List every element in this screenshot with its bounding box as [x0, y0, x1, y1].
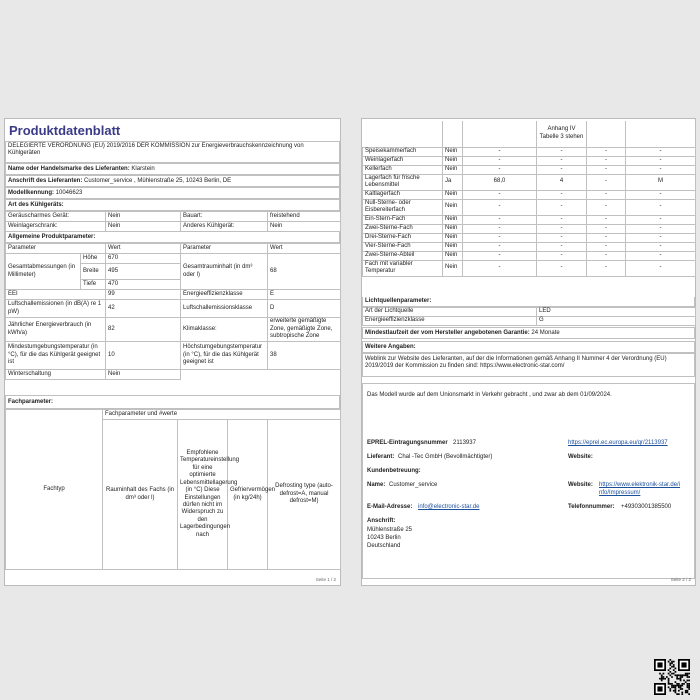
fach-defrost: -	[626, 242, 696, 251]
website2-link-1[interactable]: https://www.elektronik-star.de/i	[599, 482, 681, 488]
winter-label: Winterschaltung	[6, 370, 106, 380]
light-header: Lichtquellenparameter:	[362, 297, 695, 307]
light-value: LED	[537, 308, 696, 317]
email-label: E-Mail-Adresse:	[367, 504, 413, 510]
light-row	[363, 308, 696, 317]
supplier-info-box	[362, 383, 695, 579]
phone-value: +49303001385500	[621, 504, 672, 510]
fach-defrost: -	[626, 260, 696, 276]
fach-has: Nein	[443, 224, 463, 233]
fach-temperature: -	[537, 147, 587, 156]
param-value: erweiterte gemäßigte Zone, gemäßigte Zone, subtropische Zone	[268, 318, 341, 342]
fach-col-freezing: Gefriervermögen (in kg/24h)	[228, 420, 268, 570]
fach-volume: -	[463, 251, 537, 260]
fach-name: Kellerfach	[363, 165, 443, 174]
type-table	[5, 211, 341, 232]
fach-temperature: -	[537, 224, 587, 233]
fach-freezing: -	[587, 215, 626, 224]
fach-temperature: -	[537, 233, 587, 242]
dim-value: 670	[106, 254, 181, 264]
winter-row	[6, 370, 341, 380]
fach-name: Drei-Sterne-Fach	[363, 233, 443, 242]
fach-defrost: -	[626, 147, 696, 156]
fach-freezing: -	[587, 242, 626, 251]
fach-row	[363, 190, 696, 199]
fach-freezing: -	[587, 156, 626, 165]
dim-key: Tiefe	[81, 280, 106, 290]
fach-temperature: -	[537, 251, 587, 260]
page-footer: Seite 1 / 2	[315, 577, 336, 582]
type-value: Nein	[106, 212, 181, 222]
dim-key: Höhe	[81, 254, 106, 264]
param-row	[6, 290, 341, 300]
fachtyp-header: Fachtyp	[6, 410, 103, 570]
light-table	[362, 307, 696, 326]
fach-freezing: -	[587, 165, 626, 174]
fach-has: Nein	[443, 260, 463, 276]
fach-temperature: -	[537, 242, 587, 251]
fach-defrost: -	[626, 199, 696, 215]
fach-row	[363, 260, 696, 276]
fach-name: Fach mit variabler Temperatur	[363, 260, 443, 276]
param-value: 38	[268, 342, 341, 370]
type-key: Anderes Kühlgerät:	[181, 222, 268, 232]
param-value: 42	[106, 300, 181, 318]
type-key: Geräuscharmes Gerät:	[6, 212, 106, 222]
page-1	[4, 118, 341, 586]
fach-freezing: -	[587, 147, 626, 156]
light-key: Art der Lichtquelle	[363, 308, 537, 317]
fach-volume: -	[463, 242, 537, 251]
website-label: Website:	[568, 454, 593, 460]
param-row	[6, 318, 341, 342]
fach-freezing: -	[587, 224, 626, 233]
fach-col-volume: Rauminhalt des Fachs (in dm³ oder l)	[103, 420, 178, 570]
param-value: 82	[106, 318, 181, 342]
fach-defrost: -	[626, 251, 696, 260]
fach-freezing: -	[587, 174, 626, 190]
type-value: Nein	[106, 222, 181, 232]
name-label: Name:	[367, 482, 386, 488]
fach-temperature: -	[537, 165, 587, 174]
fach-header: Fachparameter:	[5, 395, 340, 409]
param-key: EEI	[6, 290, 106, 300]
fach-defrost: -	[626, 156, 696, 165]
type-value: freistehend	[268, 212, 341, 222]
annex-note: Anhang IV Tabelle 3 stehen	[537, 121, 587, 147]
fach-has: Nein	[443, 251, 463, 260]
dim-value: 470	[106, 280, 181, 290]
volume-label: Gesamtrauminhalt (in dm³ oder l)	[181, 254, 268, 290]
fach-has: Nein	[443, 190, 463, 199]
type-row	[6, 212, 341, 222]
fach-sub-header: Fachparameter und #werte	[103, 410, 341, 420]
type-row	[6, 222, 341, 232]
fach-row	[363, 156, 696, 165]
param-key: Luftschallemissionsklasse	[181, 300, 268, 318]
page-footer: Seite 2 / 2	[670, 577, 691, 582]
fach-defrost: -	[626, 224, 696, 233]
fach-temperature: -	[537, 215, 587, 224]
service-header: Kundenbetreuung:	[367, 468, 421, 474]
page-2	[361, 118, 696, 586]
fach-volume: -	[463, 190, 537, 199]
weblink-text: Weblink zur Website des Lieferanten, auf der die Informationen gemäß Anhang II Nummer 4 der Verordnung (EU) 2019/2019 der Kommission zu finden sind: https://www.electronic-star.com/	[362, 353, 695, 377]
param-row	[6, 342, 341, 370]
fach-has: Nein	[443, 242, 463, 251]
page-title: Produktdatenblatt	[9, 123, 121, 138]
address-line: Mühlenstraße 25	[367, 527, 413, 533]
model-row: Modellkennung: 10046623	[5, 187, 340, 199]
fach-name: Ein-Stern-Fach	[363, 215, 443, 224]
param-key: Höchstumgebungstemperatur (in °C), für die das Kühlgerät geeignet ist	[181, 342, 268, 370]
fach-freezing: -	[587, 251, 626, 260]
email-link[interactable]: info@electronic-star.de	[418, 504, 480, 510]
param-key: Mindestumgebungstemperatur (in °C), für die das Kühlgerät geeignet ist	[6, 342, 106, 370]
fach-freezing: -	[587, 199, 626, 215]
fach-defrost: -	[626, 215, 696, 224]
light-row	[363, 317, 696, 326]
fach-has: Nein	[443, 165, 463, 174]
type-value: Nein	[268, 222, 341, 232]
fach-has: Nein	[443, 233, 463, 242]
general-header: Allgemeine Produktparameter:	[5, 231, 340, 243]
param-key: Luftschallemissionen (in dB(A) re 1 pW)	[6, 300, 106, 318]
fach-has: Nein	[443, 156, 463, 165]
volume-value: 68	[268, 254, 341, 290]
supplier-label: Lieferant:	[367, 454, 395, 460]
regulation-text: DELEGIERTE VERORDNUNG (EU) 2019/2016 DER KOMMISSION zur Energieverbrauchskennzeichnung von Kühlgeräten	[5, 141, 340, 163]
type-key: Bauart:	[181, 212, 268, 222]
param-key: Energieeffizienzklasse	[181, 290, 268, 300]
fach-has: Nein	[443, 199, 463, 215]
fach-defrost: -	[626, 165, 696, 174]
fach-freezing: -	[587, 190, 626, 199]
param-key: Klimaklasse:	[181, 318, 268, 342]
param-key: Jährlicher Energieverbrauch (in kWh/a)	[6, 318, 106, 342]
fach-name: Null-Sterne- oder Eisbereiterfach	[363, 199, 443, 215]
fach-volume: -	[463, 224, 537, 233]
param-row	[6, 300, 341, 318]
col-header: Wert	[106, 244, 181, 254]
fach-row	[363, 147, 696, 156]
website2-label: Website:	[568, 482, 593, 488]
eprel-link[interactable]: https://eprel.ec.europa.eu/qr/2113937	[568, 440, 668, 446]
general-table	[5, 243, 341, 380]
param-value: 99	[106, 290, 181, 300]
phone-label: Telefonnummer:	[568, 504, 615, 510]
fach-volume: -	[463, 215, 537, 224]
col-header: Parameter	[6, 244, 106, 254]
fach-row	[363, 199, 696, 215]
fach-row	[363, 215, 696, 224]
fach-has: Nein	[443, 215, 463, 224]
light-value: G	[537, 317, 696, 326]
fach-row	[363, 251, 696, 260]
fach-col-defrost: Defrosting type (auto-defrost=A, manual defrost=M)	[268, 420, 341, 570]
fach-name: Speisekammerfach	[363, 147, 443, 156]
dim-value: 495	[106, 264, 181, 280]
dims-label: Gesamtabmessungen (in Millimeter)	[6, 254, 81, 290]
address-label: Anschrift:	[367, 518, 396, 524]
fach-has: Nein	[443, 147, 463, 156]
fach-volume: -	[463, 199, 537, 215]
qr-code-icon	[654, 659, 690, 695]
website2-link-2[interactable]: nfo/Impressum/	[599, 490, 641, 496]
param-value: E	[268, 290, 341, 300]
warranty-row: Mindestlaufzeit der vom Hersteller angebotenen Garantie: 24 Monate	[362, 327, 695, 339]
market-text: Das Modell wurde auf dem Unionsmarkt in Verkehr gebracht , und zwar ab dem 01/09/2024.	[367, 392, 612, 398]
fach-temperature: -	[537, 190, 587, 199]
param-value: D	[268, 300, 341, 318]
fach-volume: -	[463, 165, 537, 174]
fach-table	[5, 409, 341, 570]
fach-name: Zwei-Sterne-Abteil	[363, 251, 443, 260]
fach-temperature: -	[537, 156, 587, 165]
fach-row	[363, 233, 696, 242]
fach-name: Zwei-Sterne-Fach	[363, 224, 443, 233]
fach-row	[363, 242, 696, 251]
fach-row	[363, 174, 696, 190]
more-header: Weitere Angaben:	[362, 341, 695, 353]
fach-temperature: -	[537, 199, 587, 215]
winter-value: Nein	[106, 370, 181, 380]
fach-name: Kaltlagerfach	[363, 190, 443, 199]
supplier-value: Chal -Tec GmbH (Bevollmächtigter)	[398, 454, 493, 460]
address-line: Deutschland	[367, 543, 401, 549]
eprel-number: 2113937	[453, 440, 476, 446]
eprel-label: EPREL-Eintragungsnummer	[367, 440, 448, 446]
fach-volume: -	[463, 260, 537, 276]
fach-name: Lagerfach für frische Lebensmittel	[363, 174, 443, 190]
fach-defrost: M	[626, 174, 696, 190]
fach-has: Ja	[443, 174, 463, 190]
light-key: Energieeffizienzklasse	[363, 317, 537, 326]
address-line: 10243 Berlin	[367, 535, 401, 541]
fach-freezing: -	[587, 260, 626, 276]
fach-volume: 68,0	[463, 174, 537, 190]
supplier-address-row: Anschrift des Lieferanten: Customer_service , Mühlenstraße 25, 10243 Berlin, DE	[5, 175, 340, 187]
fach-row	[363, 165, 696, 174]
type-key: Weinlagerschrank:	[6, 222, 106, 232]
fach-volume: -	[463, 233, 537, 242]
col-header: Parameter	[181, 244, 268, 254]
param-value: 10	[106, 342, 181, 370]
fach-name: Vier-Sterne-Fach	[363, 242, 443, 251]
dim-key: Breite	[81, 264, 106, 280]
fach-volume: -	[463, 147, 537, 156]
fach-volume: -	[463, 156, 537, 165]
fach-freezing: -	[587, 233, 626, 242]
fach-row	[363, 224, 696, 233]
supplier-name-row: Name oder Handelsmarke des Lieferanten: Klarstein	[5, 163, 340, 175]
fach-defrost: -	[626, 233, 696, 242]
name-value: Customer_service	[389, 482, 438, 488]
fach-table-cont	[362, 121, 696, 277]
fach-temperature: -	[537, 260, 587, 276]
type-header: Art des Kühlgeräts:	[5, 199, 340, 211]
fach-defrost: -	[626, 190, 696, 199]
fach-name: Weinlagerfach	[363, 156, 443, 165]
col-header: Wert	[268, 244, 341, 254]
fach-col-temperature: Empfohlene Temperatureinstellung für eine optimierte Lebensmittellagerung (in °C) Diese Einstellungen dürfen nicht im Widerspruch zu den Lagerbedingungen nach	[178, 420, 228, 570]
fach-temperature: 4	[537, 174, 587, 190]
